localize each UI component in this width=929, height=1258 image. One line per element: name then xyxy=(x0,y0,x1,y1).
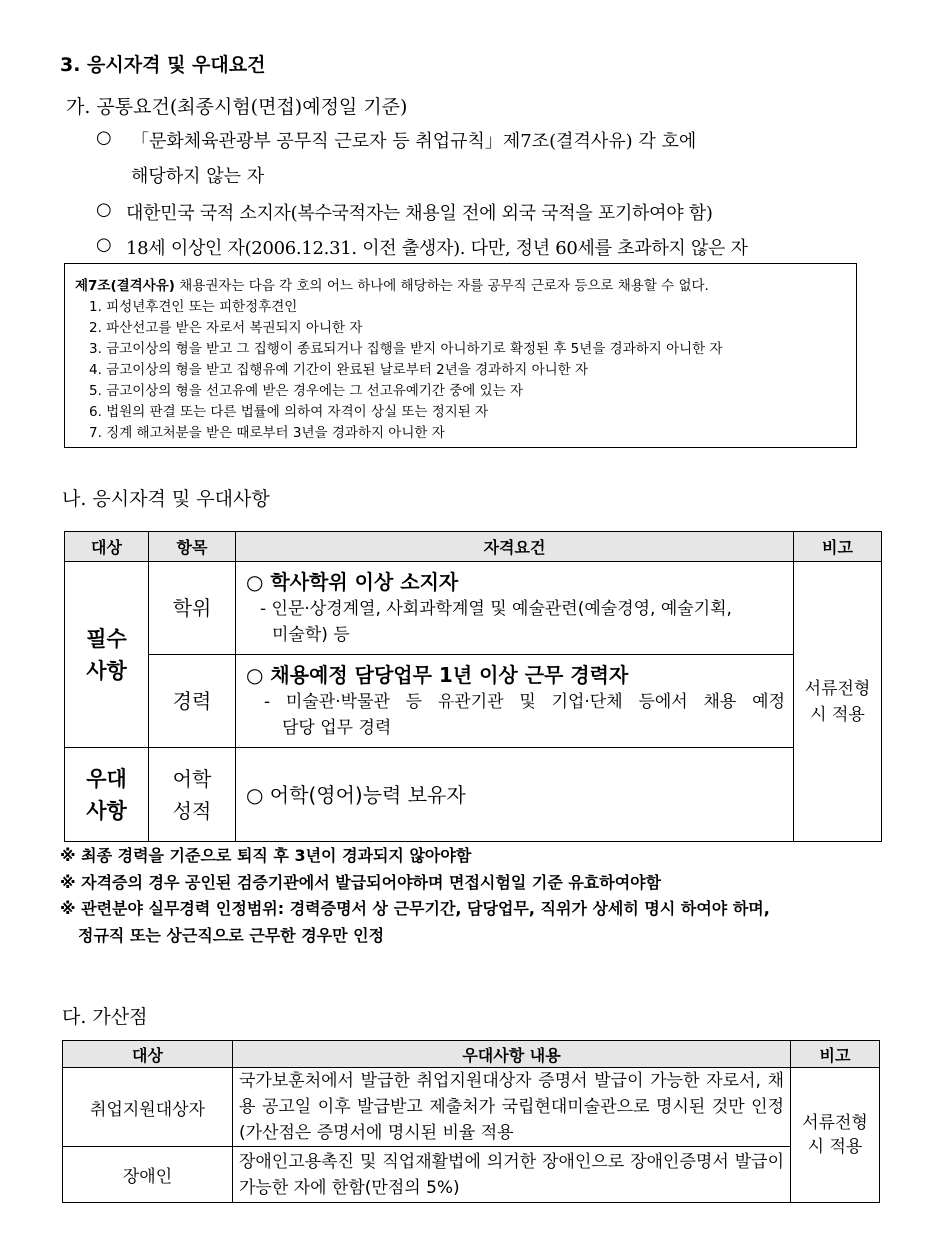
box-title: 제7조(결격사유) xyxy=(75,278,175,294)
bullet-rules: 「문화체육관광부 공무직 근로자 등 취업규칙」제7조(결격사유) 각 호에 xyxy=(131,131,697,152)
career-main: ○ 채용예정 담당업무 1년 이상 근무 경력자 xyxy=(246,663,629,687)
box-item: 3. 금고이상의 형을 받고 그 집행이 종료되거나 집행을 받지 아니하기로 확정된 후 5년을 경과하지 아니한 자 xyxy=(89,341,723,357)
box-intro: 채용권자는 다음 각 호의 어느 하나에 해당하는 자를 공무직 근로자 등으로 채용할 수 없다. xyxy=(179,278,709,294)
notes xyxy=(60,843,770,949)
required-label: 필수 사항 xyxy=(65,562,149,748)
bonus-target: 장애인 xyxy=(63,1147,233,1203)
box-item: 1. 피성년후견인 또는 피한정후견인 xyxy=(89,299,298,315)
bonus-header-note: 비고 xyxy=(791,1041,880,1068)
ga-heading: 가. 공통요건(최종시험(면접)예정일 기준) xyxy=(66,96,408,118)
note-line: ※ 최종 경력을 기준으로 퇴직 후 3년이 경과되지 않아야함 xyxy=(60,846,472,865)
note-line: ※ 자격증의 경우 공인된 검증기관에서 발급되어야하며 면접시험일 기준 유효하여야함 xyxy=(60,872,662,892)
header-item: 항목 xyxy=(149,532,236,562)
preferred-label: 우대 사항 xyxy=(65,748,149,842)
bonus-table xyxy=(62,1040,880,1203)
screening-note: 서류전형 시 적용 xyxy=(794,562,882,842)
language-requirement: ○ 어학(영어)능력 보유자 xyxy=(236,748,794,842)
section-title: 3. 응시자격 및 우대요건 xyxy=(60,54,266,76)
box-item: 7. 징계 해고처분을 받은 때로부터 3년을 경과하지 아니한 자 xyxy=(89,425,445,441)
bonus-target: 취업지원대상자 xyxy=(63,1068,233,1147)
bonus-content: 국가보훈처에서 발급한 취업지원대상자 증명서 발급이 가능한 자로서, 채용 공고일 이후 발급받고 제출처가 국립현대미술관으로 명시된 것만 인정(가산점은 증명서에 명시된 비율 적용 xyxy=(233,1068,791,1147)
bullet-symbol: ○ xyxy=(96,199,112,220)
header-note: 비고 xyxy=(794,532,882,562)
degree-requirement xyxy=(236,562,794,655)
career-requirement xyxy=(236,655,794,748)
career-item: 경력 xyxy=(149,655,236,748)
box-item: 5. 금고이상의 형을 선고유예 받은 경우에는 그 선고유예기간 중에 있는 자 xyxy=(89,383,523,399)
qualification-table xyxy=(64,531,882,842)
bullet-rules-cont: 해당하지 않는 자 xyxy=(131,166,265,187)
bonus-note: 서류전형 시 적용 xyxy=(791,1068,880,1203)
degree-item: 학위 xyxy=(149,562,236,655)
bullet-age: 18세 이상인 자(2006.12.31. 이전 출생자). 다만, 정년 60세를 초과하지 않은 자 xyxy=(126,238,748,259)
box-item: 6. 법원의 판결 또는 다른 법률에 의하여 자격이 상실 또는 정지된 자 xyxy=(89,404,489,420)
na-heading: 나. 응시자격 및 우대사항 xyxy=(62,488,270,510)
disqualification-box xyxy=(64,263,857,448)
note-line: ※ 관련분야 실무경력 인정범위: 경력증명서 상 근무기간, 담당업무, 직위가 상세히 명시 하여야 하며, xyxy=(60,899,770,918)
box-item: 4. 금고이상의 형을 받고 집행유예 기간이 완료된 날로부터 2년을 경과하지 아니한 자 xyxy=(89,362,589,378)
career-detail: - 미술관·박물관 등 유관기관 및 기업·단체 등에서 채용 예정 담당 업무 경력 xyxy=(264,692,785,738)
bonus-header-content: 우대사항 내용 xyxy=(233,1041,791,1068)
degree-main: ○ 학사학위 이상 소지자 xyxy=(246,570,459,594)
header-requirement: 자격요건 xyxy=(236,532,794,562)
degree-detail: - 인문·상경계열, 사회과학계열 및 예술관련(예술경영, 예술기획, 미술학) 등 xyxy=(260,599,732,645)
note-line: 정규직 또는 상근직으로 근무한 경우만 인정 xyxy=(78,925,385,945)
da-heading: 다. 가산점 xyxy=(62,1006,148,1028)
bonus-header-target: 대상 xyxy=(63,1041,233,1068)
bullet-symbol: ○ xyxy=(96,234,112,255)
bullet-nationality: 대한민국 국적 소지자(복수국적자는 채용일 전에 외국 국적을 포기하여야 함) xyxy=(126,203,713,224)
box-item: 2. 파산선고를 받은 자로서 복권되지 아니한 자 xyxy=(89,320,363,336)
header-target: 대상 xyxy=(65,532,149,562)
bullet-symbol: ○ xyxy=(96,127,112,148)
language-item: 어학 성적 xyxy=(149,748,236,842)
bonus-content: 장애인고용촉진 및 직업재활법에 의거한 장애인으로 장애인증명서 발급이 가능한 자에 한함(만점의 5%) xyxy=(233,1147,791,1203)
